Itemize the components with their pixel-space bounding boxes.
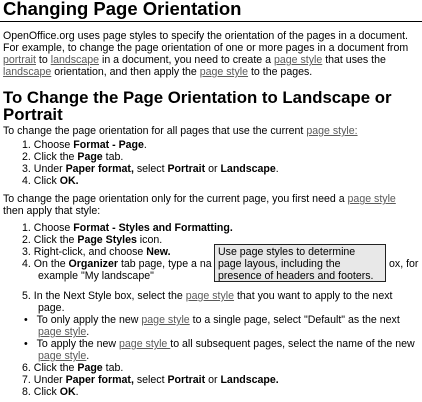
intro-line-2: For example, to change the page orientation of one or more pages in a document from — [3, 42, 409, 54]
page-style-link[interactable]: page style — [273, 54, 323, 66]
menu-path: Format - Page — [73, 139, 144, 151]
page-title: Changing Page Orientation — [3, 0, 242, 19]
all-pages-intro — [3, 125, 358, 137]
option-name: Portrait — [167, 163, 206, 175]
page-style-tooltip — [214, 244, 386, 282]
page-style-link[interactable]: page style — [141, 314, 190, 326]
step-text: Click the — [33, 234, 78, 246]
landscape-link[interactable]: landscape — [3, 66, 52, 78]
current-page-step-5-line-2: page. — [38, 302, 65, 314]
tab-name: Organizer — [68, 258, 118, 270]
step-number: 3. — [22, 246, 31, 258]
step-number: 4. — [22, 258, 31, 270]
intro-line-3 — [3, 54, 386, 66]
all-pages-intro-text: To change the page orientation for all pages that use the current — [3, 125, 307, 137]
current-page-step-2 — [22, 234, 162, 246]
step-text: In the Next Style box, select the — [33, 290, 186, 302]
page-style-link[interactable]: page style — [199, 66, 249, 78]
bullet-subsequent-pages-line-2 — [38, 350, 89, 362]
current-page-step-8 — [22, 386, 79, 398]
current-page-intro-line-1 — [3, 193, 396, 205]
page-style-link[interactable]: page style — [185, 290, 235, 302]
intro-text: that uses the — [322, 54, 386, 66]
all-pages-step-3 — [22, 163, 279, 175]
all-pages-step-4 — [22, 175, 79, 187]
step-text: . — [275, 163, 279, 175]
step-text: . — [75, 386, 79, 398]
section-heading-line-2: Portrait — [3, 105, 63, 124]
page-style-link[interactable]: page style — [38, 350, 87, 362]
step-text: Click the — [33, 151, 78, 163]
step-number: 5. — [22, 290, 31, 302]
section-name: Paper format, — [65, 163, 134, 175]
current-page-step-4 — [22, 258, 212, 270]
option-name: Portrait — [167, 374, 206, 386]
bullet-text: . — [86, 350, 90, 362]
step-text: . — [143, 139, 147, 151]
title-rule — [0, 21, 422, 22]
option-name: Landscape. — [220, 374, 279, 386]
step-number: 2. — [22, 151, 31, 163]
intro-text: to — [35, 54, 51, 66]
bullet-single-page-line-2 — [38, 326, 89, 338]
step-text: Under — [33, 163, 66, 175]
bullet-text: To apply the new — [36, 338, 120, 350]
bullet-text: To only apply the new — [36, 314, 142, 326]
page-style-link[interactable]: page style — [38, 326, 87, 338]
bullet-icon: • — [24, 338, 28, 350]
tab-name: Page — [77, 362, 103, 374]
page-style-link[interactable]: page style — [347, 193, 396, 205]
step-text: select — [133, 374, 168, 386]
tab-name: Page — [77, 151, 103, 163]
tooltip-line-1: Use page styles to determine — [218, 246, 356, 258]
landscape-link[interactable]: landscape — [50, 54, 100, 66]
step-number: 7. — [22, 374, 31, 386]
step-text: Under — [33, 374, 66, 386]
section-name: Paper format, — [65, 374, 134, 386]
step-text: Right-click, and choose — [33, 246, 147, 258]
tooltip-line-2: page layous, including the — [218, 258, 341, 271]
button-name: OK. — [59, 175, 79, 187]
icon-name: Page Styles — [77, 234, 137, 246]
step-text: tab page, type a na — [118, 258, 212, 270]
button-name: OK — [59, 386, 76, 398]
current-page-step-5 — [22, 290, 392, 302]
bullet-icon: • — [24, 314, 28, 326]
current-page-intro-line-2: then apply that style: — [3, 205, 101, 217]
step-text: Choose — [33, 139, 74, 151]
step-text: or — [205, 374, 221, 386]
step-text: tab. — [102, 362, 124, 374]
bullet-subsequent-pages — [24, 338, 415, 350]
step-text: that you want to apply to the next — [234, 290, 393, 302]
bullet-text: to all subsequent pages, select the name of the new — [170, 338, 415, 350]
page-style-link[interactable]: page style: — [306, 125, 358, 137]
command-name: New. — [146, 246, 171, 258]
step-number: 1. — [22, 222, 31, 234]
bullet-text: to a single page, select "Default" as the next — [189, 314, 400, 326]
page-style-link[interactable]: page style — [119, 338, 171, 350]
menu-path: Format - Styles and Formatting. — [73, 222, 233, 234]
step-text: On the — [33, 258, 69, 270]
current-page-step-3 — [22, 246, 171, 258]
current-page-intro-text: To change the page orientation only for the current page, you first need a — [3, 193, 348, 205]
intro-text: orientation, and then apply the — [51, 66, 200, 78]
bullet-single-page — [24, 314, 400, 326]
intro-text: to the pages. — [248, 66, 313, 78]
section-heading-line-1: To Change the Page Orientation to Landscape or — [3, 88, 392, 107]
step-text: icon. — [136, 234, 163, 246]
step-text: select — [133, 163, 168, 175]
step-number: 4. — [22, 175, 31, 187]
portrait-link[interactable]: portrait — [3, 54, 36, 66]
step-number: 8. — [22, 386, 31, 398]
step-text: Click — [33, 175, 60, 187]
intro-line-1: OpenOffice.org uses page styles to specify the orientation of the pages in a document. — [3, 30, 408, 42]
step-number: 6. — [22, 362, 31, 374]
section-heading — [3, 89, 413, 123]
step-text: tab. — [102, 151, 124, 163]
current-page-step-7 — [22, 374, 279, 386]
step-text: Choose — [33, 222, 74, 234]
step-number: 2. — [22, 234, 31, 246]
all-pages-step-1 — [22, 139, 147, 151]
current-page-step-4-tail: ox, for — [389, 258, 419, 270]
all-pages-step-2 — [22, 151, 123, 163]
current-page-step-4-line-2: example "My landscape" — [38, 270, 154, 282]
step-text: Click — [33, 386, 60, 398]
bullet-text: . — [86, 326, 90, 338]
step-text: Click the — [33, 362, 78, 374]
step-number: 3. — [22, 163, 31, 175]
step-number: 1. — [22, 139, 31, 151]
intro-text: in a document, you need to create a — [99, 54, 274, 66]
intro-line-4 — [3, 66, 312, 78]
step-text: or — [205, 163, 221, 175]
option-name: Landscape — [220, 163, 276, 175]
current-page-step-6 — [22, 362, 123, 374]
tooltip-line-3: presence of headers and footers. — [218, 270, 374, 282]
current-page-step-1 — [22, 222, 233, 234]
